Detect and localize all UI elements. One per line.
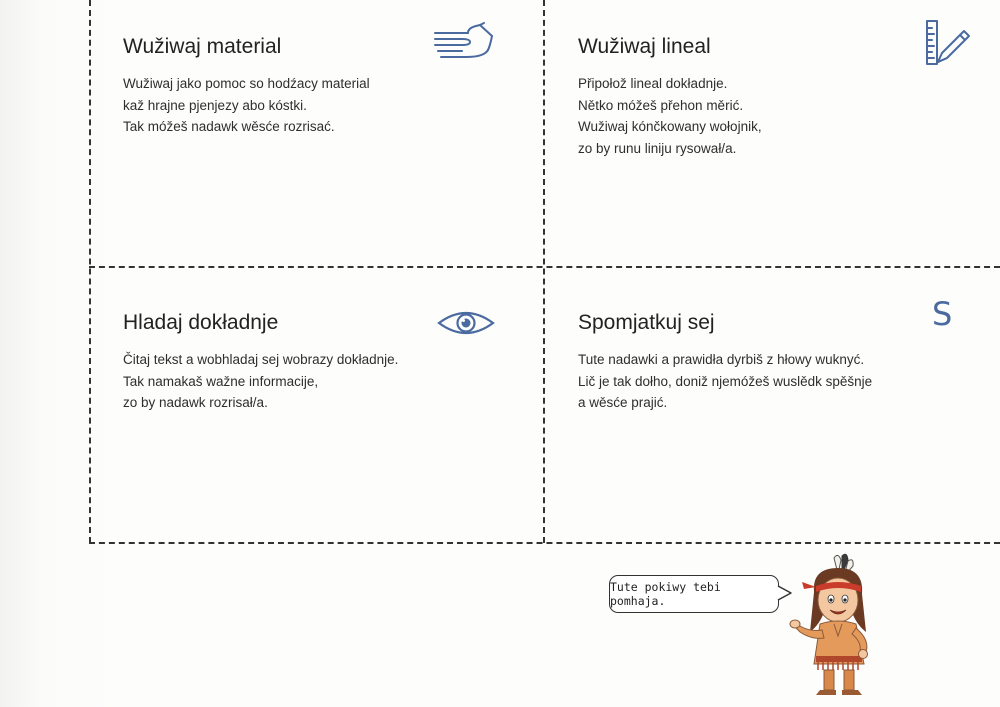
card-line: Nětko móžeš přehon měrić.: [578, 97, 744, 113]
ruler-pencil-icon: [922, 18, 972, 68]
eye-icon: [436, 307, 496, 339]
card-title: Wužiwaj material: [123, 35, 282, 58]
card-text: [578, 73, 762, 159]
card-line: Tute nadawki a prawidła dyrbiš z hłowy wuknyć.: [578, 352, 865, 367]
cut-line-bottom: [89, 542, 1000, 544]
card-line: Wužiwaj kónčkowany wołojnik,: [578, 119, 762, 134]
cut-line-center: [89, 266, 1000, 268]
card-text: [123, 349, 398, 414]
card-line: Wužiwaj jako pomoc so hodźacy material: [123, 76, 370, 91]
card-line: Čitaj tekst a wobhladaj sej wobrazy dokładnje.: [123, 352, 399, 367]
card-line: Tak móžeš nadawk wěsće rozrisać.: [123, 119, 335, 134]
card-text: [578, 349, 872, 414]
cut-line-middle: [543, 0, 545, 543]
card-text: [123, 73, 370, 138]
card-title: Spomjatkuj sej: [578, 311, 715, 334]
card-line: Tak namakaš wažne informacije,: [123, 373, 319, 389]
speech-bubble: Tute pokiwy tebi pomhaja.: [609, 575, 779, 613]
card-title: Hladaj dokładnje: [123, 311, 279, 334]
card-line: Lič je tak dołho, doniž njemóžeš wuslědk spěšnje: [578, 373, 873, 389]
card-line: zo by runu liniju rysował/a.: [578, 140, 737, 156]
cut-line-left: [89, 0, 91, 543]
card-line: Připołož lineal dokładnje.: [578, 76, 728, 91]
mascot-character: [786, 552, 896, 697]
hand-icon: [432, 20, 496, 64]
card-line: zo by nadawk rozrisał/a.: [123, 395, 268, 410]
card-line: a wěsće prajić.: [578, 395, 668, 410]
card-line: kaž hrajne pjenjezy abo kóstki.: [123, 97, 307, 113]
letter-s-icon: S: [932, 295, 953, 333]
card-title: Wužiwaj lineal: [578, 35, 711, 58]
